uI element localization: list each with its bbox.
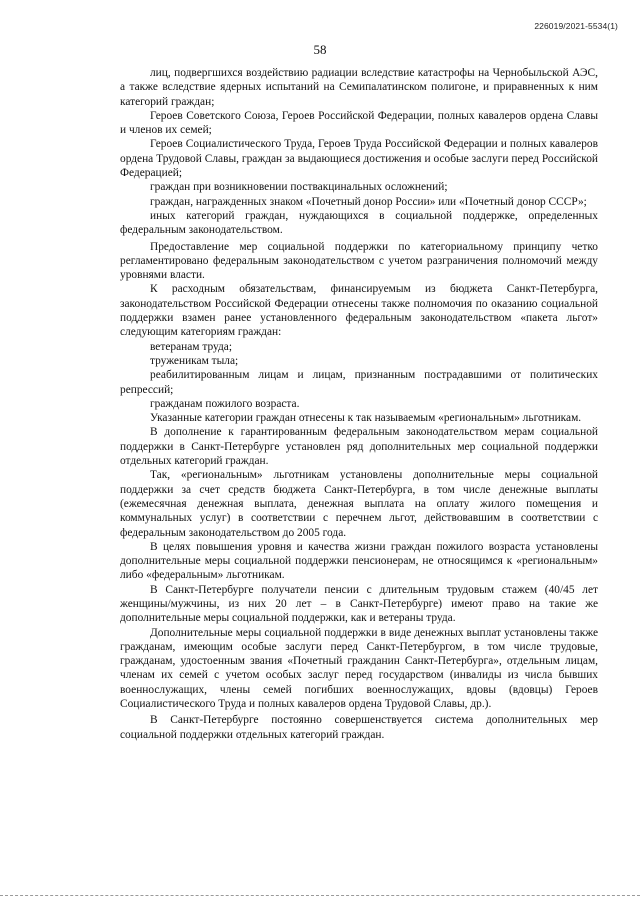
paragraph: Предоставление мер социальной поддержки по категориальному принципу четко регламентировано федеральным законодательством с учетом разграничения полномочий между уровнями власти.: [120, 240, 598, 282]
paragraph: Героев Социалистического Труда, Героев Труда Российской Федерации и полных кавалеров ордена Трудовой Славы, граждан за выдающиеся достижения и особые заслуги перед Российской Федерацией;: [120, 138, 598, 180]
paragraph: труженикам тыла;: [150, 354, 239, 367]
paragraph: иных категорий граждан, нуждающихся в социальной поддержке, определенных федеральным законодательством.: [120, 209, 598, 237]
paragraph: Героев Советского Союза, Героев Российской Федерации, полных кавалеров ордена Славы и членов их семей;: [120, 109, 598, 137]
document-id: 226019/2021-5534(1): [534, 21, 618, 31]
paragraph: В Санкт-Петербурге получатели пенсии с длительным трудовым стажем (40/45 лет женщины/мужчины, из них 20 лет – в Санкт-Петербурге) имеют право на такие же дополнительные меры социальной поддержки, как и ветераны труда.: [120, 583, 598, 625]
paragraph: Так, «региональным» льготникам установлены дополнительные меры социальной поддержки за счет средств бюджета Санкт-Петербурга, в том числе денежные выплаты (ежемесячная денежная выплата, денежная выплата на оплату жилого помещения и коммунальных услуг) в соответствии с перечнем льгот, действовавшим в соответствии с федеральным законодательством до 2005 года.: [120, 469, 598, 539]
paragraph: граждан при возникновении поствакцинальных осложнений;: [150, 181, 448, 194]
paragraph: В Санкт-Петербурге постоянно совершенствуется система дополнительных мер социальной поддержки отдельных категорий граждан.: [120, 714, 598, 741]
paragraph: граждан, награжденных знаком «Почетный донор России» или «Почетный донор СССР»;: [150, 195, 587, 208]
paragraph: В целях повышения уровня и качества жизни граждан пожилого возраста установлены дополнительные меры социальной поддержки пенсионерам, не относящимся к «региональным» либо «федеральным» льготникам.: [120, 540, 598, 582]
paragraph: К расходным обязательствам, финансируемым из бюджета Санкт-Петербурга, законодательством Российской Федерации отнесены также полномочия по оказанию социальной поддержки взамен ранее установленного федеральным законодательством «пакета льгот» следующим категориям граждан:: [120, 283, 598, 339]
page-number: 58: [313, 42, 327, 57]
paragraph: гражданам пожилого возраста.: [150, 397, 300, 410]
paragraph: Указанные категории граждан отнесены к так называемым «региональным» льготникам.: [150, 412, 582, 425]
paragraph: реабилитированным лицам и лицам, признанным пострадавшими от политических репрессий;: [120, 369, 598, 396]
scan-edge-divider: [0, 895, 640, 896]
paragraph: Дополнительные меры социальной поддержки в виде денежных выплат установлены также гражданам, имеющим особые заслуги перед Санкт-Петербургом, в том числе трудовые, гражданам, удостоенным звания «Почетный гражданин Санкт-Петербурга», отдельным лицам, членам их семей с учетом особых заслуг перед государством (инвалиды из числа бывших военнослужащих, члены семей погибших военнослужащих, вдовы (вдовцы) Героев Социалистического Труда и полных кавалеров ордена Трудовой Славы, др.).: [120, 626, 598, 711]
paragraph: лиц, подвергшихся воздействию радиации вследствие катастрофы на Чернобыльской АЭС, а также вследствие ядерных испытаний на Семипалатинском полигоне, и приравненных к ним категорий граждан;: [120, 67, 598, 108]
paragraph: В дополнение к гарантированным федеральным законодательством мерам социальной поддержки в Санкт-Петербурге установлен ряд дополнительных мер социальной поддержки отдельных категорий граждан.: [120, 426, 598, 468]
body-text: [120, 66, 598, 742]
paragraph: ветеранам труда;: [150, 340, 233, 353]
